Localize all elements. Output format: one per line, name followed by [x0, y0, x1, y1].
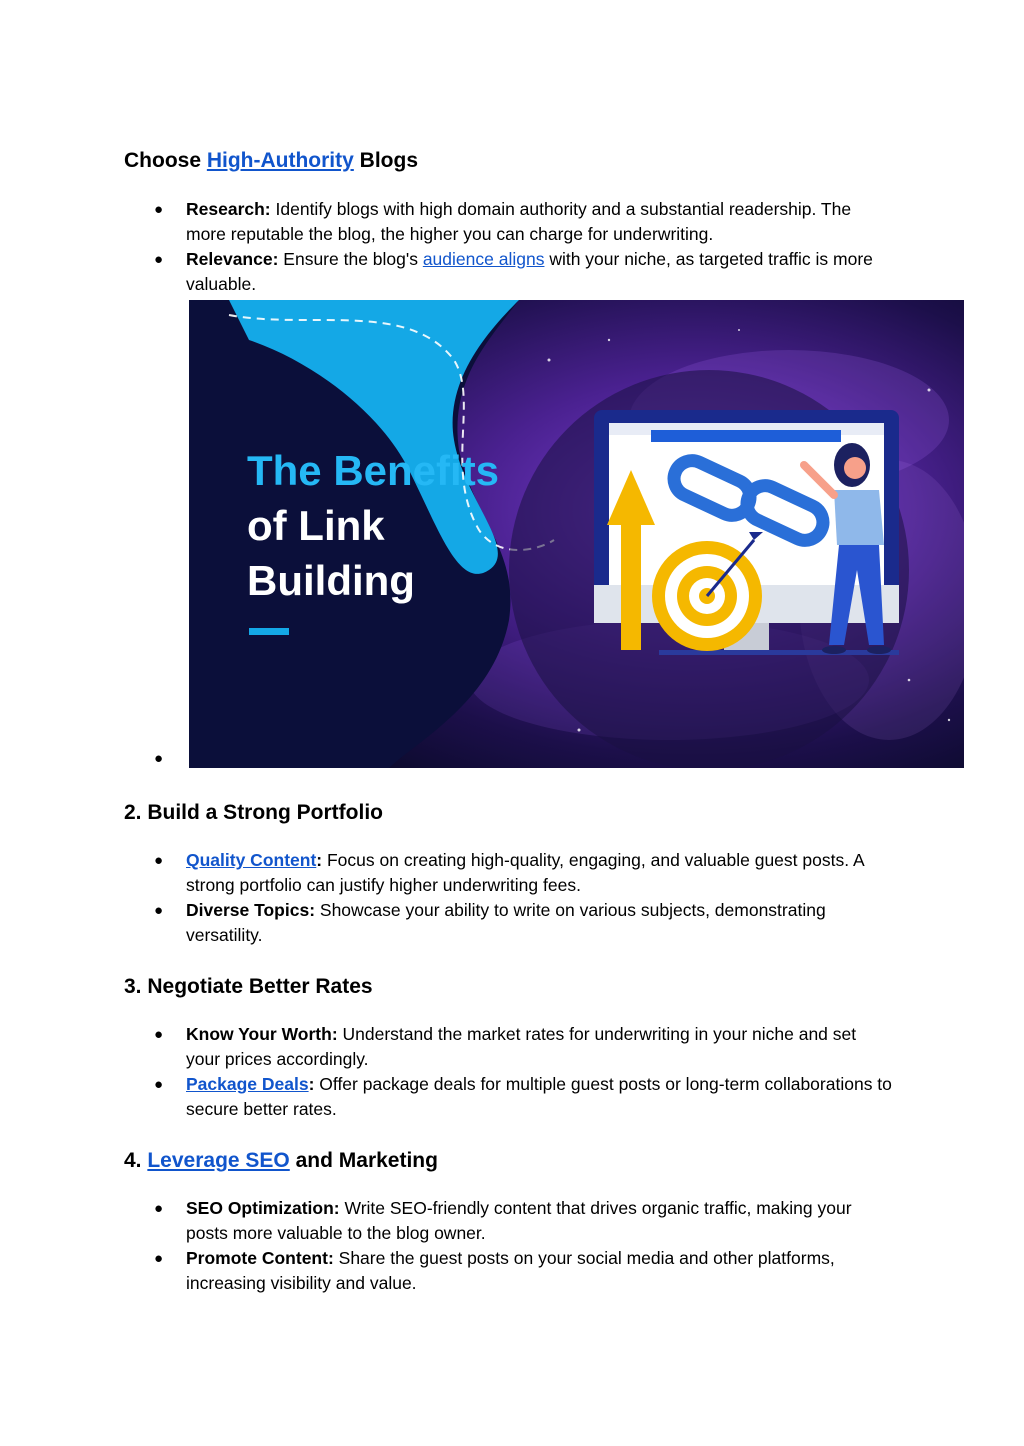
- section-heading-seo: 4. Leverage SEO and Marketing: [124, 1149, 438, 1172]
- list-item: ● Relevance: Ensure the blog's audience aligns with your niche, as targeted traffic is more valuable.: [154, 249, 873, 294]
- bullet-icon: ●: [154, 750, 164, 767]
- bullet-icon: ●: [154, 902, 164, 919]
- bullet-icon: ●: [154, 1026, 164, 1043]
- section-heading-high-authority: Choose High-Authority Blogs: [124, 149, 418, 172]
- list-item: ● Promote Content: Share the guest posts on your social media and other platforms, increasing visibility and value.: [154, 1248, 835, 1293]
- section-heading-portfolio: 2. Build a Strong Portfolio: [124, 801, 383, 824]
- portfolio-list: [124, 848, 894, 948]
- negotiate-list: [124, 1022, 894, 1122]
- bullet-icon: ●: [154, 251, 164, 268]
- seo-list: [124, 1196, 894, 1296]
- bullet-icon: ●: [154, 1200, 164, 1217]
- link-building-image: [189, 300, 964, 768]
- bullet-icon: ●: [154, 852, 164, 869]
- high-authority-link[interactable]: High-Authority: [206, 149, 354, 172]
- leverage-seo-link[interactable]: Leverage SEO: [147, 1149, 290, 1172]
- bullet-icon: ●: [154, 201, 164, 218]
- image-title-line2: of Link: [247, 502, 385, 549]
- audience-aligns-link[interactable]: audience aligns: [422, 249, 545, 269]
- section-heading-negotiate: 3. Negotiate Better Rates: [124, 975, 373, 998]
- list-item: ● Diverse Topics: Showcase your ability to write on various subjects, demonstrating versatility.: [154, 900, 826, 945]
- quality-content-link[interactable]: Quality Content: [186, 850, 317, 870]
- high-authority-list: [124, 197, 894, 297]
- list-item: ● Know Your Worth: Understand the market rates for underwriting in your niche and set your prices accordingly.: [154, 1024, 857, 1069]
- list-item: ● Quality Content: Focus on creating high-quality, engaging, and valuable guest posts. A strong portfolio can justify higher underwriting fees.: [154, 850, 864, 895]
- list-item: ● Package Deals: Offer package deals for multiple guest posts or long-term collaborations to secure better rates.: [154, 1074, 892, 1119]
- list-item: ● Research: Identify blogs with high domain authority and a substantial readership. The more reputable the blog, the higher you can charge for underwriting.: [154, 199, 852, 244]
- bullet-icon: ●: [154, 1250, 164, 1267]
- image-title-line1: The Benefits: [247, 447, 500, 494]
- package-deals-link[interactable]: Package Deals: [186, 1074, 309, 1094]
- list-item: ● SEO Optimization: Write SEO-friendly content that drives organic traffic, making your posts more valuable to the blog owner.: [154, 1198, 852, 1243]
- bullet-icon: ●: [154, 1076, 164, 1093]
- image-title-line3: Building: [247, 557, 415, 604]
